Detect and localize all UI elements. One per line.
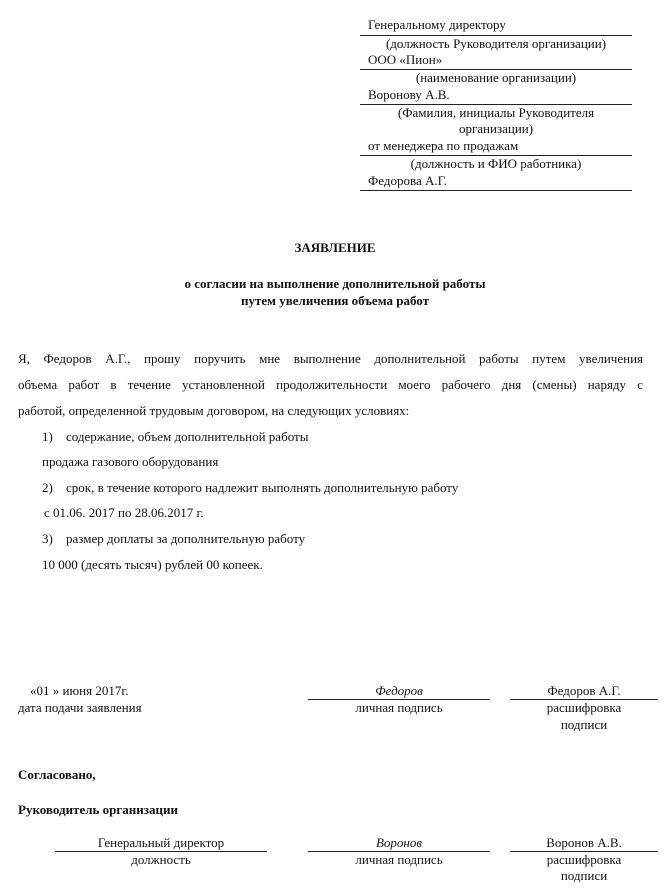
- hint-name-line2: организации): [458, 121, 534, 136]
- list-item-1-number: 1): [42, 429, 53, 444]
- body-line-1: Я, Федоров А.Г., прошу поручить мне выполнение дополнительной работы путем увеличения: [18, 351, 643, 366]
- list-item-3-value: 10 000 (десять тысяч) рублей 00 копеек.: [42, 557, 263, 572]
- approver-position: Генеральный директор: [97, 835, 225, 850]
- hint-organization: (наименование организации): [415, 70, 577, 85]
- head-of-organization-label: Руководитель организации: [18, 802, 178, 817]
- approver-signature: Воронов: [375, 835, 423, 850]
- name-caption-line2: подписи: [560, 717, 608, 732]
- hint-employee: (должность и ФИО работника): [410, 156, 582, 171]
- name-caption-line1: расшифровка: [546, 852, 622, 867]
- body-line-2: объема работ в течение установленной продолжительности моего рабочего дня (смены) наряду с: [18, 377, 643, 392]
- application-date: «01 » июня 2017г.: [30, 683, 129, 698]
- signature-caption: личная подпись: [355, 700, 443, 715]
- addressee-name: Воронову А.В.: [368, 87, 450, 102]
- list-item-2-value: с 01.06. 2017 по 28.06.2017 г.: [44, 505, 204, 520]
- signature-caption: личная подпись: [355, 852, 443, 867]
- hint-position: (должность Руководителя организации): [385, 36, 607, 51]
- body-line-3: работой, определенной трудовым договором, на следующих условиях:: [18, 403, 410, 418]
- addressee-organization: ООО «Пион»: [368, 52, 443, 67]
- applicant-signature: Федоров: [375, 683, 423, 698]
- list-item-1-label: содержание, объем дополнительной работы: [66, 429, 309, 444]
- date-caption: дата подачи заявления: [18, 700, 142, 715]
- hint-name-line1: (Фамилия, инициалы Руководителя: [397, 105, 595, 120]
- applicant-name: Федоров А.Г.: [547, 683, 621, 698]
- document-title: ЗАЯВЛЕНИЕ: [294, 240, 376, 255]
- name-caption-line1: расшифровка: [546, 700, 622, 715]
- approver-name: Воронов А.В.: [546, 835, 622, 850]
- document-subtitle-line1: о согласии на выполнение дополнительной работы: [184, 276, 486, 291]
- document-subtitle-line2: путем увеличения объема работ: [240, 293, 429, 308]
- list-item-1-value: продажа газового оборудования: [42, 454, 219, 469]
- position-caption: должность: [131, 852, 191, 867]
- list-item-2-number: 2): [42, 480, 53, 495]
- name-caption-line2: подписи: [560, 868, 608, 883]
- approval-label: Согласовано,: [18, 767, 96, 782]
- sender-position: от менеджера по продажам: [368, 138, 519, 153]
- list-item-2-label: срок, в течение которого надлежит выполнять дополнительную работу: [66, 480, 459, 495]
- sender-name: Федорова А.Г.: [368, 173, 447, 188]
- list-item-3-label: размер доплаты за дополнительную работу: [66, 531, 306, 546]
- list-item-3-number: 3): [42, 531, 53, 546]
- divider-line: [360, 190, 632, 191]
- addressee-position: Генеральному директору: [368, 17, 506, 32]
